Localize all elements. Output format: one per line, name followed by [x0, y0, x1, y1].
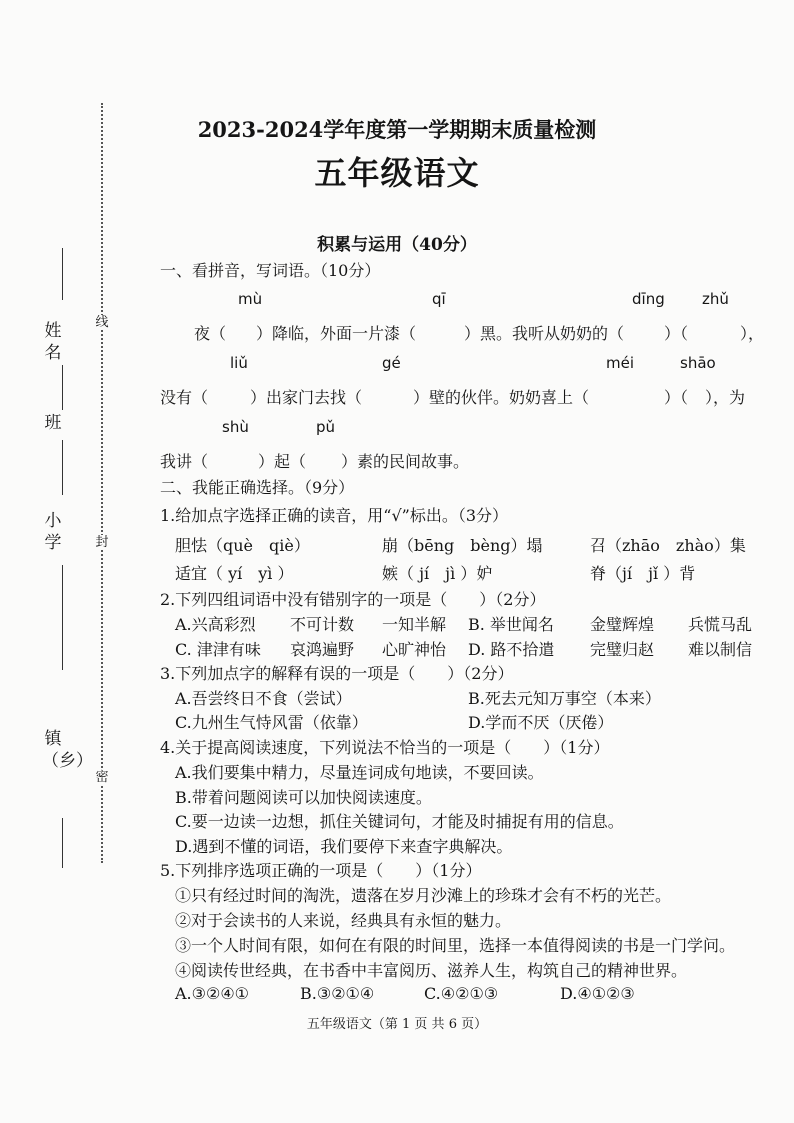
q2-2-option-word: 心旷神怡	[382, 640, 447, 659]
q1-text-row1-part4: ）（	[664, 324, 689, 343]
q2-5-sentence: ③一个人时间有限，如何在有限的时间里，选择一本值得阅读的书是一门学问。	[175, 936, 736, 955]
q2-3-option-a[interactable]: A.吾尝终日不食（尝试）	[175, 689, 352, 708]
pinyin: méi	[606, 354, 635, 372]
q1-text-row2-part2: ）出家门去找（	[250, 388, 363, 407]
q1-text-row2-part5: ），为	[705, 388, 746, 407]
q2-5-option-b[interactable]: B.③②①④	[300, 984, 375, 1003]
q2-2-option-word: 兵慌马乱	[688, 615, 753, 634]
school-label: 小学	[44, 511, 62, 553]
q2-2-stem: 2.下列四组词语中没有错别字的一项是（ ）（2分）	[160, 590, 546, 609]
q2-2-option-word[interactable]: B. 举世闻名	[468, 615, 554, 634]
q2-5-option-a[interactable]: A.③②④①	[175, 984, 250, 1003]
q2-4-option-b[interactable]: B.带着问题阅读可以加快阅读速度。	[175, 788, 432, 807]
q2-2-option-word: 金璧辉煌	[590, 615, 655, 634]
q2-heading: 二、我能正确选择。（9分）	[160, 478, 355, 497]
section-title: 积累与运用（40分）	[317, 235, 477, 255]
q2-1-option[interactable]: 适宜（ yí yì ）	[175, 564, 294, 583]
q2-3-option-d[interactable]: D.学而不厌（厌倦）	[468, 713, 614, 732]
q2-5-sentence: ②对于会读书的人来说，经典具有永恒的魅力。	[175, 911, 512, 930]
pinyin: dīng	[632, 290, 665, 308]
q2-5-sentence: ④阅读传世经典，在书香中丰富阅历、滋养人生，构筑自己的精神世界。	[175, 961, 688, 980]
pinyin: liǔ	[230, 354, 248, 372]
q2-4-option-a[interactable]: A.我们要集中精力，尽量连词成句地读，不要回读。	[175, 763, 544, 782]
q2-1-stem: 1.给加点字选择正确的读音，用“√”标出。（3分）	[160, 506, 509, 525]
class-field-line[interactable]	[62, 365, 63, 410]
town-field-line-lower[interactable]	[62, 818, 63, 868]
q2-4-stem: 4.关于提高阅读速度，下列说法不恰当的一项是（ ）（1分）	[160, 738, 610, 757]
binding-dotted-line	[101, 103, 103, 863]
q2-5-stem: 5.下列排序选项正确的一项是（ ）（1分）	[160, 861, 482, 880]
q2-5-option-c[interactable]: C.④②①③	[424, 984, 499, 1003]
q2-1-option[interactable]: 脊（jí jǐ ）背	[590, 564, 696, 583]
exam-subject: 五年级语文	[314, 154, 480, 192]
q2-1-option[interactable]: 召（zhāo zhào）集	[590, 536, 746, 555]
q1-text-row2-part4: ）（	[664, 388, 689, 407]
pinyin: zhǔ	[702, 290, 729, 308]
q1-text-row1-part2: ）降临，外面一片漆（	[256, 324, 417, 343]
q2-2-option-word: 完璧归赵	[590, 640, 655, 659]
q1-text-row2-part1: 没有（	[160, 388, 209, 407]
q1-text-row1-part3: ）黑。我听从奶奶的（	[464, 324, 625, 343]
q2-5-sentence: ①只有经过时间的淘洗，遗落在岁月沙滩上的珍珠才会有不朽的光芒。	[175, 886, 672, 905]
q2-5-option-d[interactable]: D.④①②③	[560, 984, 635, 1003]
q2-2-option-word[interactable]: A.兴高彩烈	[175, 615, 256, 634]
binding-mark-sealed: 密	[95, 770, 109, 785]
name-label: 姓名	[44, 321, 62, 363]
q2-2-option-word: 一知半解	[382, 615, 447, 634]
q2-2-option-word: 哀鸿遍野	[290, 640, 355, 659]
q2-3-option-c[interactable]: C.九州生气恃风雷（依靠）	[175, 713, 368, 732]
school-field-line[interactable]	[62, 440, 63, 495]
town-field-line[interactable]	[62, 565, 63, 670]
pinyin: pǔ	[316, 418, 336, 436]
town-label: 镇（乡）	[42, 729, 93, 771]
pinyin: shāo	[680, 354, 716, 372]
page-footer: 五年级语文（第 1 页 共 6 页）	[306, 1017, 488, 1032]
q2-4-option-d[interactable]: D.遇到不懂的词语，我们要停下来查字典解决。	[175, 837, 513, 856]
binding-mark-line: 线	[95, 315, 109, 330]
q1-text-row1-part5: ），	[740, 324, 765, 343]
q1-heading: 一、看拼音，写词语。（10分）	[160, 261, 381, 280]
q1-text-row3-part1: 我讲（	[160, 452, 209, 471]
exam-title: 2023-2024学年度第一学期期末质量检测	[197, 117, 597, 142]
pinyin: shù	[222, 418, 249, 436]
q1-text-row1-part1: 夜（	[194, 324, 227, 343]
pinyin: qī	[432, 290, 446, 308]
q2-1-option[interactable]: 胆怯（què qiè）	[175, 536, 310, 555]
q2-1-option[interactable]: 嫉（ jí jì ）妒	[382, 564, 493, 583]
q2-3-option-b[interactable]: B.死去元知万事空（本来）	[468, 689, 661, 708]
q2-1-option[interactable]: 崩（bēng bèng）塌	[382, 536, 543, 555]
q1-text-row3-part2: ）起（	[258, 452, 307, 471]
q1-text-row3-part3: ）素的民间故事。	[341, 452, 470, 471]
binding-mark-seal: 封	[95, 535, 109, 550]
q2-3-stem: 3.下列加点字的解释有误的一项是（ ）（2分）	[160, 664, 514, 683]
name-field-line[interactable]	[62, 248, 63, 300]
q2-2-option-word[interactable]: C. 津津有味	[175, 640, 261, 659]
class-label: 班	[44, 413, 62, 433]
q2-2-option-word[interactable]: D. 路不拾遣	[468, 640, 555, 659]
pinyin: mù	[238, 290, 263, 308]
q2-2-option-word: 不可计数	[290, 615, 355, 634]
q1-text-row2-part3: ）壁的伙伴。奶奶喜上（	[413, 388, 590, 407]
q2-4-option-c[interactable]: C.要一边读一边想，抓住关键词句，才能及时捕捉有用的信息。	[175, 812, 624, 831]
q2-2-option-word: 难以制信	[688, 640, 753, 659]
pinyin: gé	[382, 354, 401, 372]
